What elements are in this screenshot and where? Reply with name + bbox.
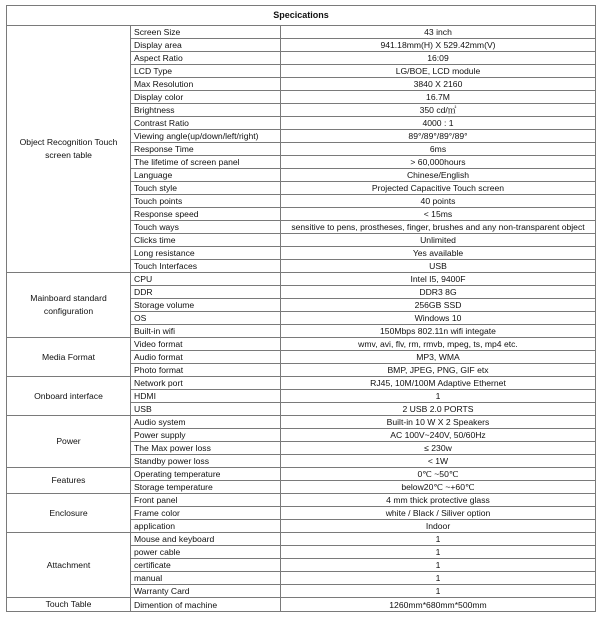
spec-value: 2 USB 2.0 PORTS [281, 403, 596, 416]
spec-value: Indoor [281, 520, 596, 533]
spec-value: 0℃ ~50℃ [281, 468, 596, 481]
spec-label: Built-in wifi [131, 325, 281, 338]
spec-label: Warranty Card [131, 585, 281, 598]
group-label: Attachment [7, 533, 131, 598]
spec-value: AC 100V~240V, 50/60Hz [281, 429, 596, 442]
spec-label: Touch style [131, 182, 281, 195]
spec-label: HDMI [131, 390, 281, 403]
spec-value: < 1W [281, 455, 596, 468]
spec-label: Brightness [131, 104, 281, 117]
spec-value: RJ45, 10M/100M Adaptive Ethernet [281, 377, 596, 390]
spec-label: Contrast Ratio [131, 117, 281, 130]
spec-label: Touch points [131, 195, 281, 208]
spec-label: Screen Size [131, 26, 281, 39]
spec-label: Touch Interfaces [131, 260, 281, 273]
spec-value: white / Black / Siliver option [281, 507, 596, 520]
spec-label: Standby power loss [131, 455, 281, 468]
spec-value: 16:09 [281, 52, 596, 65]
group-label: Power [7, 416, 131, 468]
spec-label: Storage volume [131, 299, 281, 312]
spec-value: DDR3 8G [281, 286, 596, 299]
spec-value: 1 [281, 546, 596, 559]
spec-label: Long resistance [131, 247, 281, 260]
spec-value: below20℃ ~+60℃ [281, 481, 596, 494]
group-label: Enclosure [7, 494, 131, 533]
spec-value: Built-in 10 W X 2 Speakers [281, 416, 596, 429]
spec-label: Language [131, 169, 281, 182]
spec-value: 40 points [281, 195, 596, 208]
spec-label: Front panel [131, 494, 281, 507]
table-row [7, 533, 596, 546]
spec-label: certificate [131, 559, 281, 572]
spec-label: The lifetime of screen panel [131, 156, 281, 169]
specifications-table [6, 5, 596, 612]
spec-label: Max Resolution [131, 78, 281, 91]
table-row [7, 377, 596, 390]
spec-label: Response Time [131, 143, 281, 156]
spec-label: Frame color [131, 507, 281, 520]
spec-label: Storage temperature [131, 481, 281, 494]
spec-label: The Max power loss [131, 442, 281, 455]
spec-label: Viewing angle(up/down/left/right) [131, 130, 281, 143]
table-row [7, 26, 596, 39]
group-label: Onboard interface [7, 377, 131, 416]
spec-value: 4000 : 1 [281, 117, 596, 130]
spec-label: Clicks time [131, 234, 281, 247]
spec-value: 1 [281, 559, 596, 572]
spec-label: Network port [131, 377, 281, 390]
table-row [7, 273, 596, 286]
spec-label: manual [131, 572, 281, 585]
spec-label: Aspect Ratio [131, 52, 281, 65]
spec-label: Mouse and keyboard [131, 533, 281, 546]
spec-value: 256GB SSD [281, 299, 596, 312]
spec-label: CPU [131, 273, 281, 286]
spec-value: Projected Capacitive Touch screen [281, 182, 596, 195]
spec-value: < 15ms [281, 208, 596, 221]
title-row [7, 6, 596, 26]
spec-value: 4 mm thick protective glass [281, 494, 596, 507]
spec-value: wmv, avi, flv, rm, rmvb, mpeg, ts, mp4 etc. [281, 338, 596, 351]
spec-label: LCD Type [131, 65, 281, 78]
spec-value: 1 [281, 585, 596, 598]
spec-value: 6ms [281, 143, 596, 156]
spec-label: Video format [131, 338, 281, 351]
spec-value: 150Mbps 802.11n wifi integate [281, 325, 596, 338]
spec-value: > 60,000hours [281, 156, 596, 169]
spec-value: 3840 X 2160 [281, 78, 596, 91]
spec-label: power cable [131, 546, 281, 559]
spec-value: BMP, JPEG, PNG, GIF etx [281, 364, 596, 377]
table-row [7, 598, 596, 612]
spec-value: 1260mm*680mm*500mm [281, 598, 596, 612]
spec-body [7, 26, 596, 612]
spec-label: Display color [131, 91, 281, 104]
spec-value: LG/BOE, LCD module [281, 65, 596, 78]
spec-value: 89°/89°/89°/89° [281, 130, 596, 143]
spec-label: USB [131, 403, 281, 416]
spec-value: 16.7M [281, 91, 596, 104]
spec-value: ≤ 230w [281, 442, 596, 455]
spec-value: Yes available [281, 247, 596, 260]
spec-sheet [6, 5, 595, 612]
spec-label: Dimention of machine [131, 598, 281, 612]
spec-value: Intel I5, 9400F [281, 273, 596, 286]
spec-label: Operating temperature [131, 468, 281, 481]
spec-value: 941.18mm(H) X 529.42mm(V) [281, 39, 596, 52]
group-label: Mainboard standard configuration [7, 273, 131, 338]
spec-value: 1 [281, 390, 596, 403]
spec-value: 350 cd/㎡ [281, 104, 596, 117]
spec-value: 1 [281, 533, 596, 546]
table-row [7, 468, 596, 481]
group-label: Touch Table [7, 598, 131, 612]
spec-value: Unlimited [281, 234, 596, 247]
group-label: Media Format [7, 338, 131, 377]
spec-value: 43 inch [281, 26, 596, 39]
spec-label: Touch ways [131, 221, 281, 234]
spec-value: Chinese/English [281, 169, 596, 182]
spec-label: Power supply [131, 429, 281, 442]
table-row [7, 338, 596, 351]
spec-value: sensitive to pens, prostheses, finger, brushes and any non-transparent object [281, 221, 596, 234]
spec-label: Audio system [131, 416, 281, 429]
table-row [7, 416, 596, 429]
spec-value: 1 [281, 572, 596, 585]
group-label: Object Recognition Touch screen table [7, 26, 131, 273]
group-label: Features [7, 468, 131, 494]
spec-label: OS [131, 312, 281, 325]
spec-label: Photo format [131, 364, 281, 377]
spec-label: application [131, 520, 281, 533]
spec-value: MP3, WMA [281, 351, 596, 364]
spec-label: Display area [131, 39, 281, 52]
spec-value: Windows 10 [281, 312, 596, 325]
spec-label: DDR [131, 286, 281, 299]
table-title: Specications [7, 6, 596, 26]
table-row [7, 494, 596, 507]
spec-label: Response speed [131, 208, 281, 221]
spec-label: Audio format [131, 351, 281, 364]
spec-value: USB [281, 260, 596, 273]
